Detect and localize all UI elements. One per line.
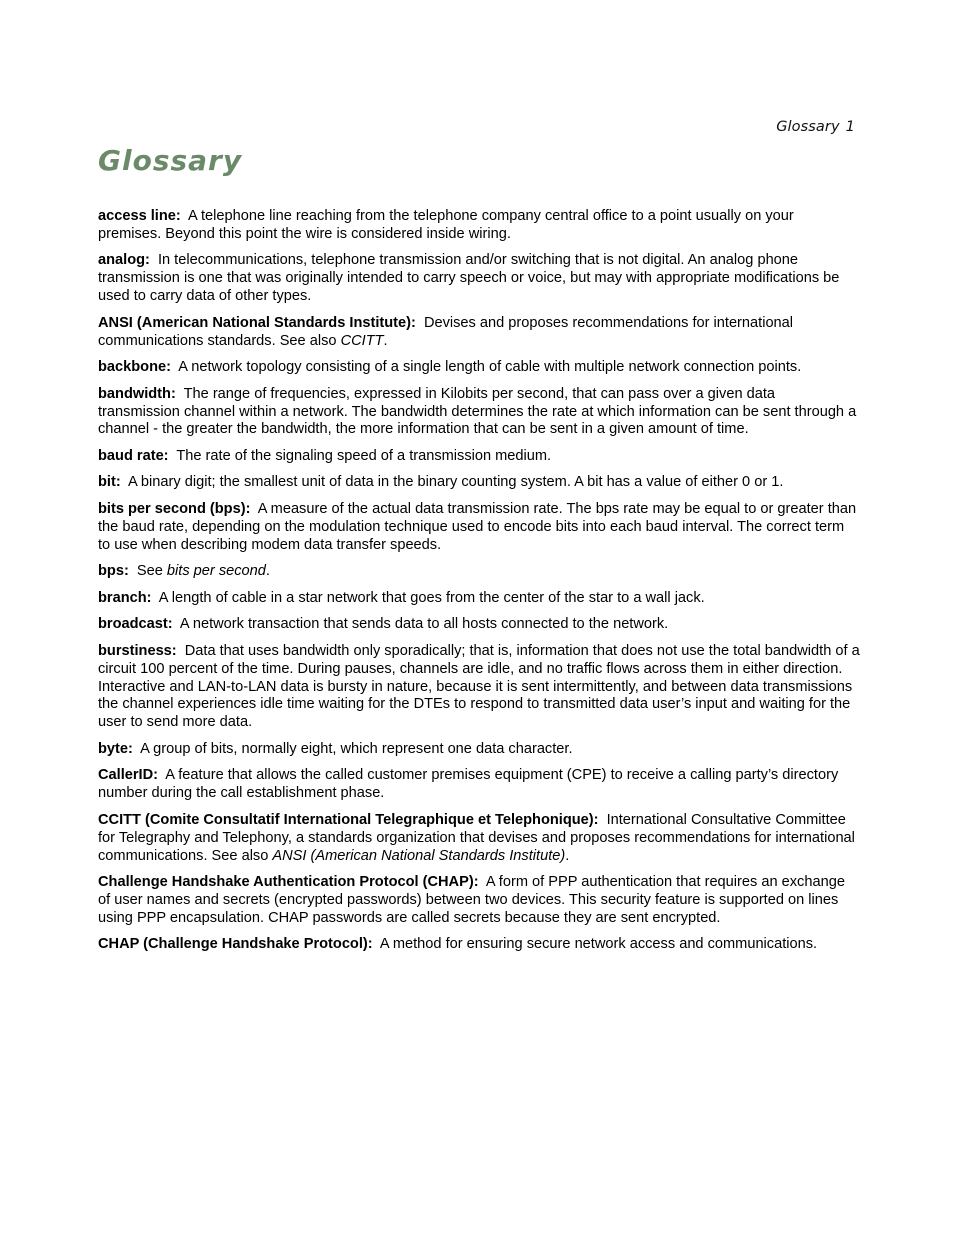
see-also-reference: ANSI (American National Standards Institute) (272, 847, 566, 864)
glossary-definition: A network topology consisting of a single length of cable with multiple network connection points. (178, 359, 802, 376)
glossary-term: byte: (98, 740, 133, 757)
glossary-entry-bps (98, 563, 860, 581)
glossary-term: analog: (98, 252, 150, 269)
glossary-entry-bits-per-second (98, 501, 860, 555)
glossary-entry-bit (98, 474, 860, 492)
glossary-entry-analog (98, 252, 860, 306)
glossary-term: branch: (98, 589, 152, 606)
glossary-entry-callerid (98, 767, 860, 803)
glossary-definition: A length of cable in a star network that goes from the center of the star to a wall jack. (158, 589, 705, 606)
glossary-entry-branch (98, 590, 860, 608)
glossary-definition: A telephone line reaching from the telephone company central office to a point usually on your premises. Beyond this point the wire is considered inside wiring. (98, 208, 794, 242)
page-title: Glossary (98, 144, 243, 177)
glossary-term: CCITT (Comite Consultatif International Telegraphique et Telephonique): (98, 811, 599, 828)
glossary-entry-burstiness (98, 643, 860, 733)
running-header (776, 119, 855, 135)
glossary-entry-byte (98, 741, 860, 759)
glossary-list (98, 208, 860, 963)
glossary-entry-ccitt (98, 812, 860, 866)
glossary-definition: A binary digit; the smallest unit of data in the binary counting system. A bit has a value of either 0 or 1. (127, 474, 784, 491)
definition-tail: . (265, 563, 270, 580)
glossary-definition: A network transaction that sends data to all hosts connected to the network. (179, 616, 669, 633)
see-also-reference: CCITT (340, 332, 384, 349)
glossary-definition: International Consultative Committee for Telegraphy and Telephony, a standards organization that devises and proposes recommendations for international communications. See also (98, 811, 855, 864)
glossary-term: bps: (98, 563, 129, 580)
glossary-definition: See (136, 563, 163, 580)
glossary-definition: A form of PPP authentication that requires an exchange of user names and secrets (encrypted passwords) between two devices. This security feature is supported on lines using PPP encapsulation. CHAP passwords are called secrets because they are sent encrypted. (98, 874, 845, 926)
glossary-term: ANSI (American National Standards Institute): (98, 314, 416, 331)
definition-tail: . (565, 847, 570, 864)
glossary-term: bits per second (bps): (98, 500, 251, 517)
definition-tail: . (383, 332, 388, 349)
glossary-entry-baud-rate (98, 448, 860, 466)
glossary-definition: The rate of the signaling speed of a transmission medium. (176, 447, 552, 464)
glossary-term: CallerID: (98, 767, 159, 784)
glossary-entry-access-line (98, 208, 860, 244)
glossary-definition: Devises and proposes recommendations for international communications standards. See also (98, 314, 794, 349)
glossary-entry-chap-authentication (98, 874, 860, 928)
glossary-term: backbone: (98, 359, 171, 376)
glossary-entry-bandwidth (98, 386, 860, 440)
glossary-definition: A feature that allows the called customer premises equipment (CPE) to receive a calling party’s directory number during the call establishment phase. (98, 767, 839, 802)
glossary-term: burstiness: (98, 642, 177, 659)
glossary-term: broadcast: (98, 616, 173, 633)
glossary-definition: In telecommunications, telephone transmission and/or switching that is not digital. An analog phone transmission is one that was originally intended to carry speech or voice, but may with appropriate modifications be used to carry data of other types. (98, 252, 840, 305)
glossary-term: baud rate: (98, 447, 169, 464)
glossary-entry-backbone (98, 359, 860, 377)
running-header-section: Glossary (776, 119, 840, 135)
glossary-definition: A group of bits, normally eight, which represent one data character. (140, 740, 573, 757)
page-number: 1 (845, 119, 855, 135)
glossary-entry-chap (98, 936, 860, 954)
glossary-definition: A measure of the actual data transmission rate. The bps rate may be equal to or greater than the baud rate, depending on the modulation technique used to encode bits into each baud interval. The correct term to use when describing modem data transfer speeds. (98, 500, 857, 553)
glossary-definition: The range of frequencies, expressed in Kilobits per second, that can pass over a given data transmission channel within a network. The bandwidth determines the rate at which information can be sent through a channel - the greater the bandwidth, the more information that can be sent in a given amount of time. (98, 385, 857, 438)
glossary-term: Challenge Handshake Authentication Protocol (CHAP): (98, 874, 479, 891)
glossary-definition: Data that uses bandwidth only sporadically; that is, information that does not use the total bandwidth of a circuit 100 percent of the time. During pauses, channels are idle, and no traffic flows across them in either direction. Interactive and LAN-to-LAN data is bursty in nature, because it is sent intermittently, and between data transmissions the channel experiences idle time waiting for the DTEs to respond to transmitted data user’s input and waiting for the user to send more data. (98, 642, 860, 731)
see-also-reference: bits per second (166, 563, 266, 580)
glossary-entry-ansi (98, 315, 860, 351)
glossary-definition: A method for ensuring secure network access and communications. (379, 936, 818, 953)
glossary-term: bandwidth: (98, 385, 176, 402)
glossary-term: CHAP (Challenge Handshake Protocol): (98, 936, 373, 953)
glossary-entry-broadcast (98, 616, 860, 634)
glossary-term: access line: (98, 208, 181, 224)
glossary-term: bit: (98, 474, 121, 491)
